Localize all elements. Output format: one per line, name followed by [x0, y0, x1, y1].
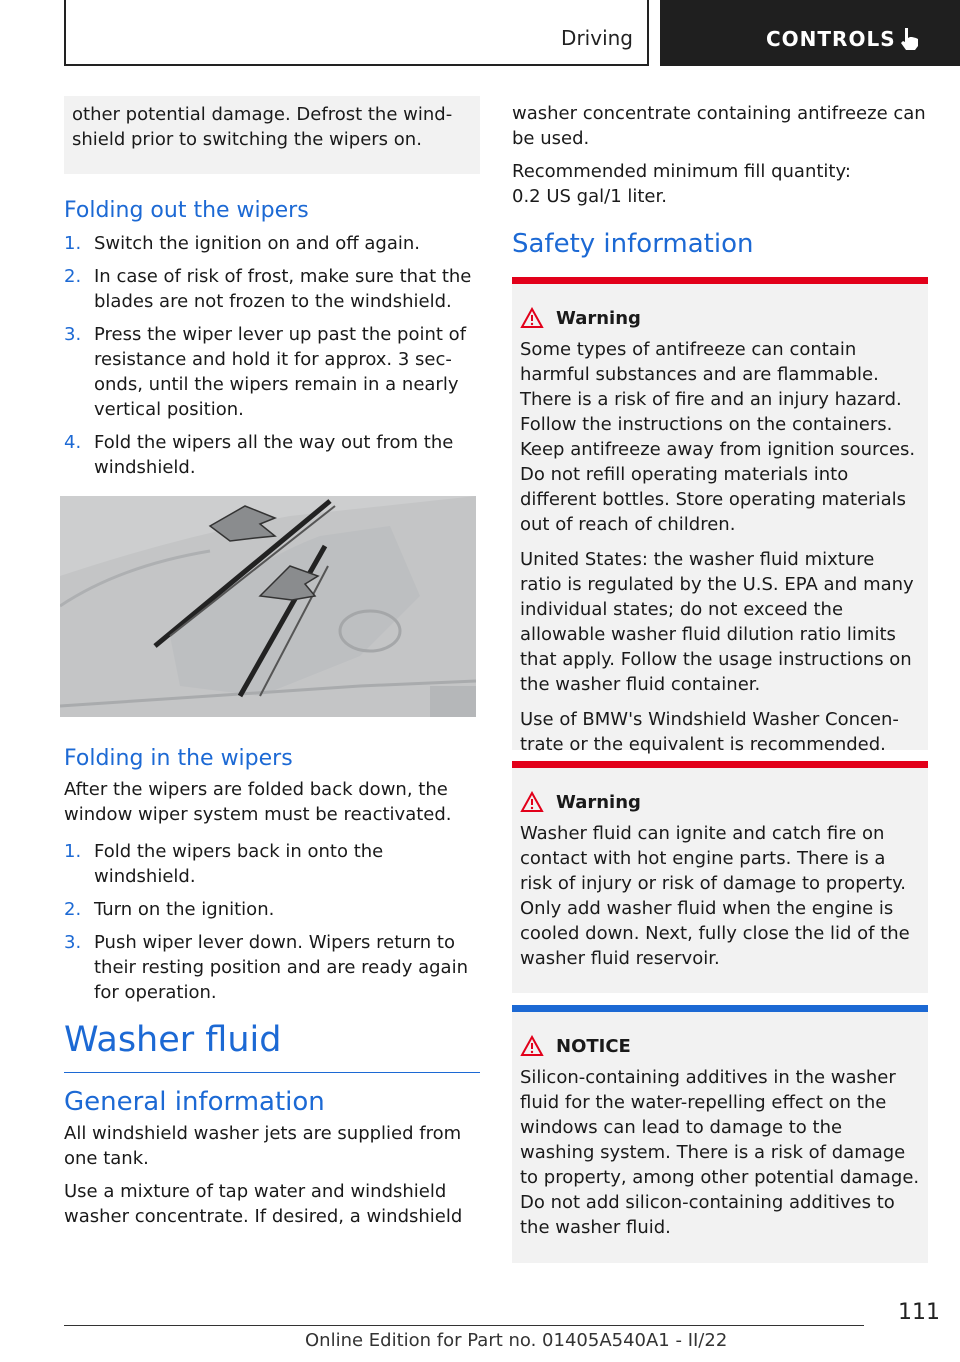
warning-label: Warning [556, 307, 641, 329]
heading-rule [64, 1072, 480, 1073]
general-info-para-2: Use a mixture of tap water and windshield washer concentrate. If desired, a windshield [64, 1181, 463, 1227]
header-chapter-label: CONTROLS [766, 27, 896, 51]
warning-paragraph: Some types of antifreeze can contain harmful substances and are flammable. There is a risk of fire and an injury hazard. Follow the instructions on the containers. Keep antifreeze away from ignition sources. Do not refill operating materials into different bottles. Store operating materials out of reach of children. [520, 339, 916, 535]
warning-label: Warning [556, 791, 641, 813]
notice-box-silicon [512, 1005, 928, 1263]
fold-out-section [64, 198, 480, 488]
wipers-folded-out-illustration [60, 496, 476, 717]
list-item: 1. Fold the wipers back in onto the windshield. [64, 841, 384, 887]
list-item: 1. Switch the ignition on and off again. [64, 233, 421, 254]
antifreeze-para: washer concentrate containing antifreeze can be used. [512, 103, 926, 149]
washer-fluid-heading: Washer fluid [64, 1020, 282, 1060]
page-number: 111 [898, 1300, 940, 1325]
list-item: 3. Push wiper lever down. Wipers return to their resting position and are ready again for operation. [64, 932, 468, 1003]
warning-triangle-icon [520, 307, 544, 329]
footer-edition: Online Edition for Part no. 01405A540A1 - II/22 [305, 1330, 728, 1351]
fill-quantity-label: Recommended minimum fill quantity: [512, 161, 851, 182]
continuation-box [64, 96, 480, 174]
safety-heading: Safety information [512, 229, 754, 259]
right-intro [512, 101, 928, 259]
fill-quantity-value: 0.2 US gal/1 liter. [512, 186, 667, 207]
washer-fluid-section [64, 1020, 480, 1229]
fold-in-heading: Folding in the wipers [64, 746, 293, 771]
header-section-tab [64, 0, 649, 66]
general-info-heading: General information [64, 1087, 325, 1117]
warning-box-antifreeze [512, 277, 928, 755]
continuation-text: other potential damage. Defrost the windshield prior to switching the wipers on. [72, 104, 453, 150]
fold-out-heading: Folding out the wipers [64, 198, 309, 223]
notice-bar [512, 1005, 928, 1012]
general-info-para-1: All windshield washer jets are supplied from one tank. [64, 1123, 462, 1169]
warning-box-ignition [512, 761, 928, 993]
fold-in-section [64, 746, 480, 1013]
fold-in-intro: After the wipers are folded back down, the window wiper system must be reactivated. [64, 779, 452, 825]
notice-label: NOTICE [556, 1035, 631, 1057]
pointing-hand-icon [896, 24, 924, 52]
header-section-label: Driving [561, 26, 633, 50]
warning-bar [512, 761, 928, 768]
list-item: 4. Fold the wipers all the way out from the windshield. [64, 432, 454, 478]
header-chapter-tab [660, 0, 960, 66]
warning-triangle-icon [520, 1035, 544, 1057]
warning-paragraph: United States: the washer fluid mixture ratio is regulated by the U.S. EPA and many individual states; do not exceed the allowable washer fluid dilution ratio limits that apply. Follow the usage instructions on the washer fluid container. [520, 549, 914, 695]
fold-out-steps [64, 231, 480, 480]
warning-paragraph: Washer fluid can ignite and catch fire on contact with hot engine parts. There is a risk of injury or risk of damage to property. Only add washer fluid when the engine is cooled down. Next, fully close the lid of the washer fluid reservoir. [520, 823, 910, 969]
warning-paragraph: Use of BMW's Windshield Washer Concentrate or the equivalent is recommended. [520, 709, 899, 755]
list-item: 3. Press the wiper lever up past the point of resistance and hold it for approx. 3 seconds, until the wipers remain in a nearly vertical position. [64, 324, 467, 420]
footer-rule [64, 1325, 864, 1326]
list-item: 2. In case of risk of frost, make sure that the blades are not frozen to the windshield. [64, 266, 472, 312]
notice-paragraph: Silicon-containing additives in the washer fluid for the water-repelling effect on the windows can lead to damage to the washing system. There is a risk of damage to property, among other potential damage. Do not add silicon-containing additives to the washer fluid. [520, 1067, 920, 1238]
fold-in-steps [64, 839, 480, 1005]
warning-triangle-icon [520, 791, 544, 813]
warning-bar [512, 277, 928, 284]
list-item: 2. Turn on the ignition. [64, 899, 275, 920]
